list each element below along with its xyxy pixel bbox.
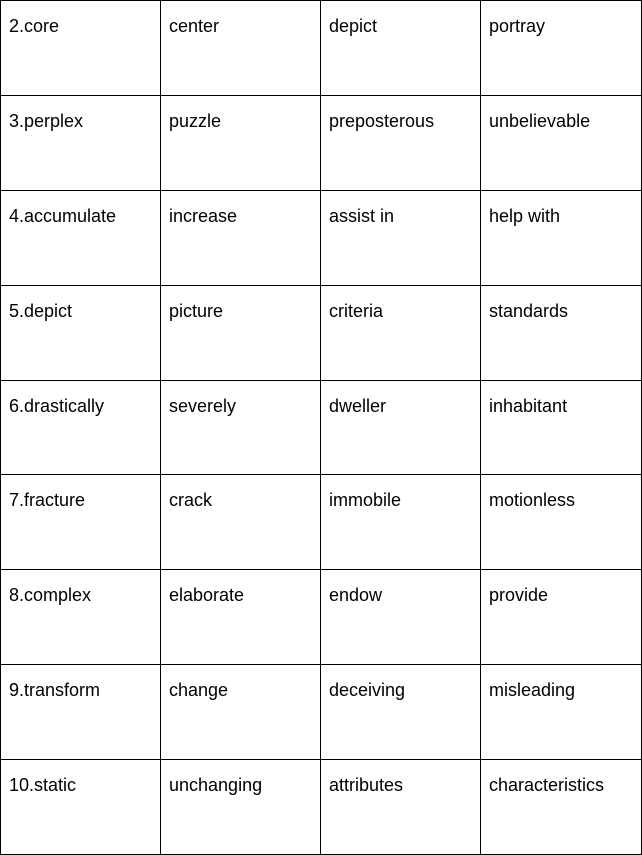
table-cell-synonym: inhabitant	[481, 380, 642, 475]
table-cell-word: attributes	[321, 760, 481, 855]
table-cell-word: 2.core	[1, 1, 161, 96]
table-cell-word: 8.complex	[1, 570, 161, 665]
table-cell-word: 10.static	[1, 760, 161, 855]
table-cell-word: 7.fracture	[1, 475, 161, 570]
table-cell-synonym: unbelievable	[481, 95, 642, 190]
table-cell-synonym: elaborate	[161, 570, 321, 665]
table-cell-synonym: unchanging	[161, 760, 321, 855]
table-row	[1, 475, 642, 570]
table-row	[1, 1, 642, 96]
table-cell-synonym: increase	[161, 190, 321, 285]
table-cell-synonym: help with	[481, 190, 642, 285]
table-cell-word: immobile	[321, 475, 481, 570]
table-row	[1, 285, 642, 380]
table-cell-synonym: center	[161, 1, 321, 96]
table-cell-synonym: puzzle	[161, 95, 321, 190]
table-cell-word: 3.perplex	[1, 95, 161, 190]
table-cell-word: assist in	[321, 190, 481, 285]
table-cell-word: 4.accumulate	[1, 190, 161, 285]
table-cell-word: 9.transform	[1, 665, 161, 760]
table-cell-synonym: portray	[481, 1, 642, 96]
table-cell-word: criteria	[321, 285, 481, 380]
table-cell-word: deceiving	[321, 665, 481, 760]
table-cell-synonym: motionless	[481, 475, 642, 570]
table-cell-word: 5.depict	[1, 285, 161, 380]
table-cell-word: 6.drastically	[1, 380, 161, 475]
table-row	[1, 95, 642, 190]
table-row	[1, 760, 642, 855]
table-cell-synonym: change	[161, 665, 321, 760]
table-cell-synonym: misleading	[481, 665, 642, 760]
table-cell-synonym: characteristics	[481, 760, 642, 855]
table-cell-synonym: provide	[481, 570, 642, 665]
table-row	[1, 570, 642, 665]
table-row	[1, 665, 642, 760]
table-cell-word: depict	[321, 1, 481, 96]
table-row	[1, 190, 642, 285]
table-cell-word: preposterous	[321, 95, 481, 190]
table-cell-synonym: crack	[161, 475, 321, 570]
table-cell-word: endow	[321, 570, 481, 665]
table-cell-synonym: severely	[161, 380, 321, 475]
table-cell-synonym: standards	[481, 285, 642, 380]
table-cell-synonym: picture	[161, 285, 321, 380]
table-cell-word: dweller	[321, 380, 481, 475]
table-row	[1, 380, 642, 475]
